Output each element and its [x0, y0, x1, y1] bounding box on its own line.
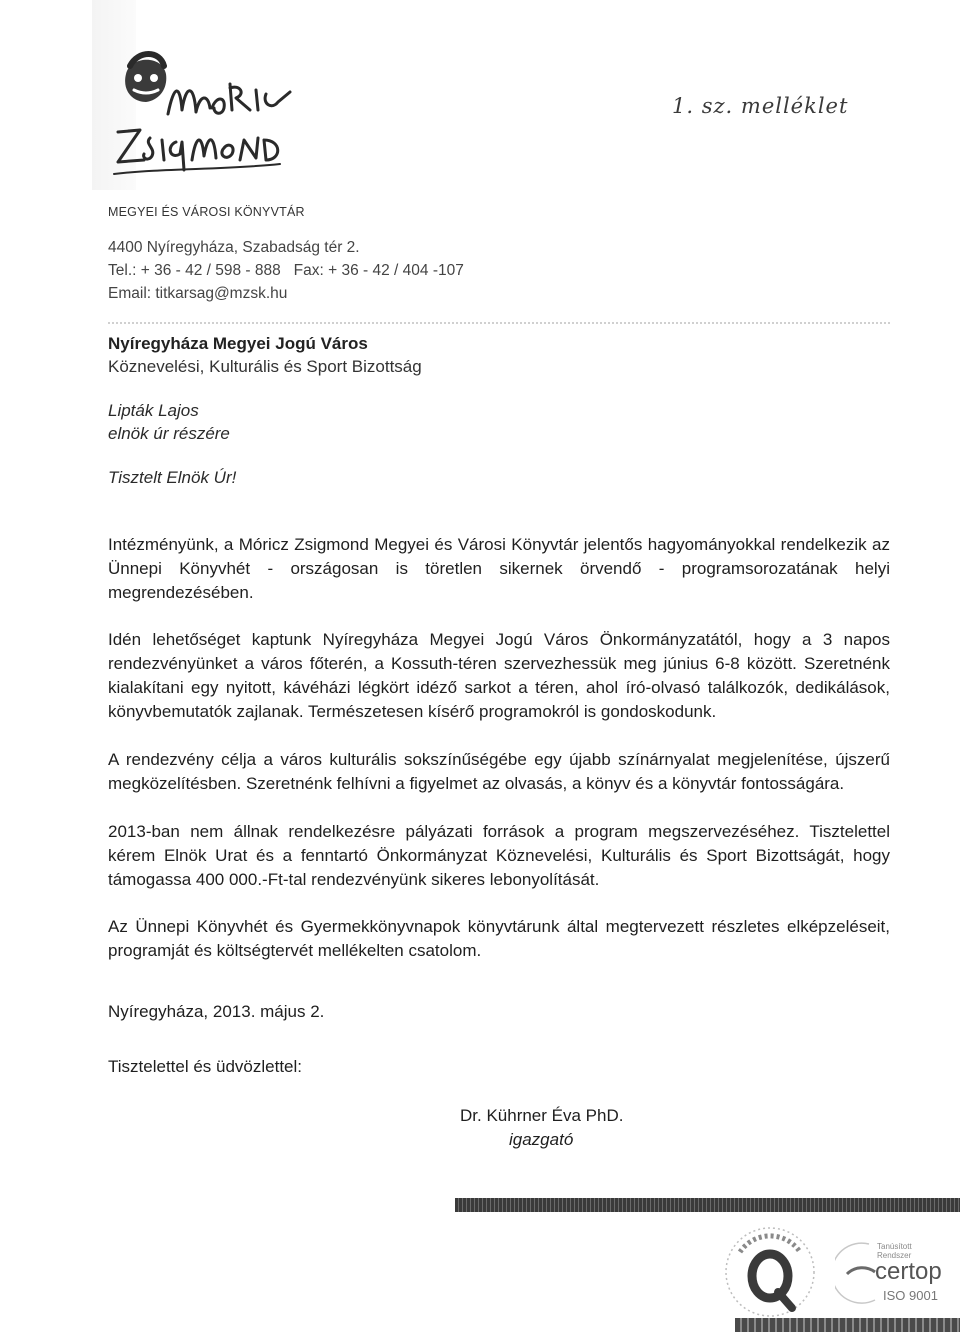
- bottom-footer-strip: [735, 1318, 960, 1332]
- quality-seal-logo: [720, 1222, 820, 1322]
- body-paragraph: 2013-ban nem állnak rendelkezésre pályázati források a program megszervezéséhez. Tisztelettel kérem Elnök Urat és a fenntartó Önkormányzat Köznevelési, Kulturális és Sport Bizottságát, hogy támogassa 400 000.-Ft-tal rendezvényünk sikeres lebonyolítását.: [108, 822, 890, 889]
- addressee-committee: Köznevelési, Kulturális és Sport Bizottság: [108, 357, 422, 376]
- body-paragraph: Intézményünk, a Móricz Zsigmond Megyei és Városi Könyvtár jelentős hagyományokkal rendelkezik az Ünnepi Könyvhét - országosan is töretlen sikernek örvendő - programsorozatának helyi megrendezésében.: [108, 535, 890, 602]
- place-and-date: Nyíregyháza, 2013. május 2.: [108, 1002, 325, 1021]
- address: 4400 Nyíregyháza, Szabadság tér 2.: [108, 239, 360, 256]
- phone-fax: Tel.: + 36 - 42 / 598 - 888 Fax: + 36 - 42 / 404 -107: [108, 262, 464, 279]
- recipient-block: [108, 399, 230, 445]
- body-paragraph: Az Ünnepi Könyvhét és Gyermekkönyvnapok könyvtárunk által megtervezett részletes elképzeléseit, programját és költségtervét mellékelten csatolom.: [108, 917, 890, 960]
- contact-block: [108, 236, 464, 305]
- signer-title: igazgató: [509, 1130, 574, 1149]
- certop-brand: certop: [875, 1258, 942, 1285]
- addressee-block: [108, 332, 422, 378]
- certop-iso: ISO 9001: [883, 1288, 938, 1303]
- footer-bar: [455, 1198, 960, 1212]
- org-name: MEGYEI ÉS VÁROSI KÖNYVTÁR: [108, 205, 305, 219]
- recipient-role: elnök úr részére: [108, 424, 230, 443]
- header-separator: [108, 322, 890, 324]
- body-paragraph: Idén lehetőséget kaptunk Nyíregyháza Megyei Jogú Város Önkormányzatától, hogy a 3 napos rendezvényünket a város főterén, a Kossuth-téren szervezhessük meg június 6-8 között. Szeretnénk kialakítani egy nyitott, kávéházi légkört idéző sarkot a téren, ahol író-olvasó találkozók, dedikálások, könyvbemutatók zajlanak. Természetesen kísérő programokról is gondoskodunk.: [108, 630, 890, 721]
- addressee-institution: Nyíregyháza Megyei Jogú Város: [108, 334, 368, 353]
- body-paragraph: A rendezvény célja a város kulturális sokszínűségébe egy újabb színárnyalat megjelenítése, újszerű megközelítésben. Szeretnénk felhívni a figyelmet az olvasás, a könyv és a könyvtár fontosságára.: [108, 750, 890, 793]
- certop-small-text: Tanúsított Rendszer: [877, 1242, 912, 1260]
- certop-logo: [835, 1230, 953, 1310]
- closing-greeting: Tisztelettel és üdvözlettel:: [108, 1057, 303, 1076]
- salutation: Tisztelt Elnök Úr!: [108, 468, 237, 487]
- email: Email: titkarsag@mzsk.hu: [108, 285, 288, 302]
- signer-name: Dr. Kührner Éva PhD.: [460, 1106, 624, 1125]
- handwritten-annex-note: 1. sz. melléklet: [672, 94, 849, 118]
- recipient-name: Lipták Lajos: [108, 401, 199, 420]
- library-logo: [104, 44, 304, 194]
